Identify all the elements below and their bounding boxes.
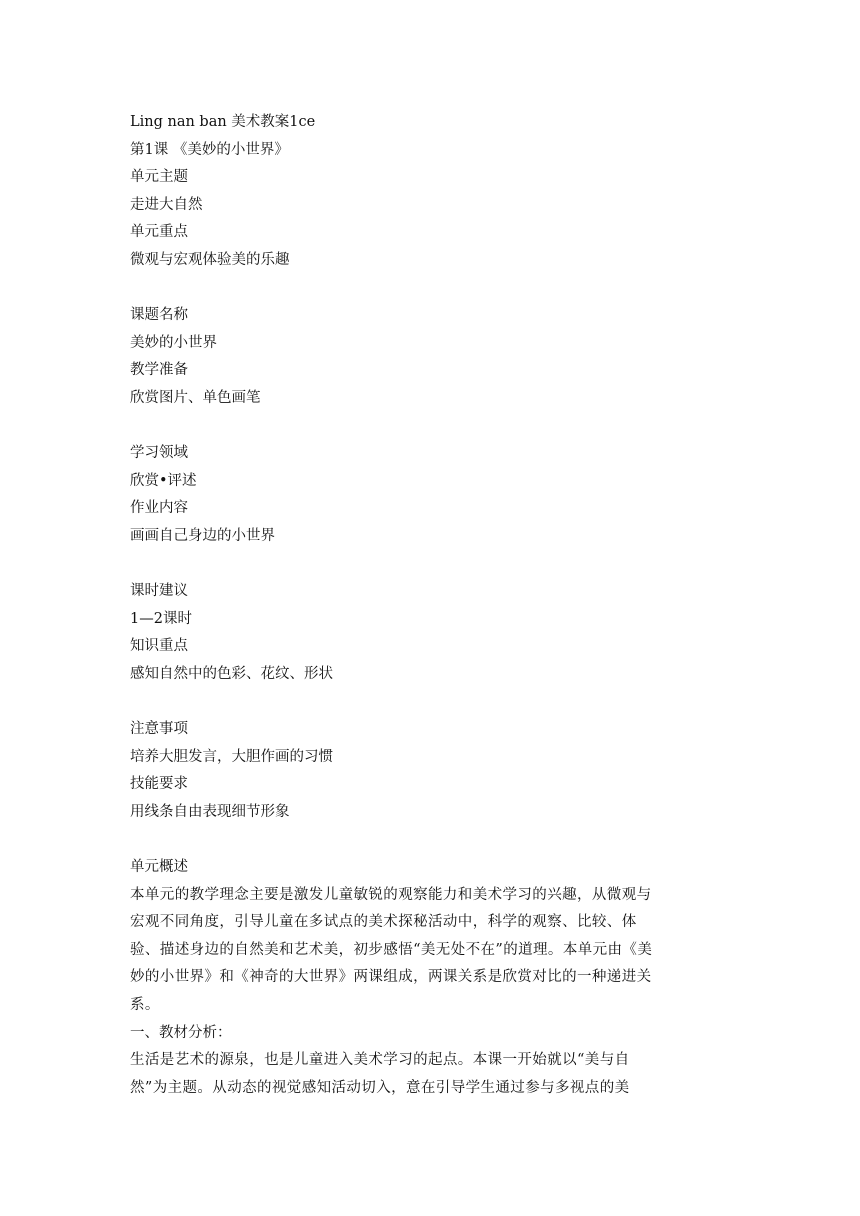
spacer xyxy=(130,275,660,303)
spacer xyxy=(130,826,660,854)
spacer xyxy=(130,413,660,441)
overview-paragraph: 本单元的教学理念主要是激发儿童敏锐的观察能力和美术学习的兴趣，从微观与宏观不同角度，引导儿童在多试点的美术探秘活动中，科学的观察、比较、体验、描述身边的自然美和艺术美，初步感悟“美无处不在”的道理。本单元由《美妙的小世界》和《神奇的大世界》两课组成，两课关系是欣赏对比的一种递进关系。 xyxy=(130,886,653,1013)
topic-value: 美妙的小世界 xyxy=(130,334,217,351)
domain-value: 欣赏•评述 xyxy=(130,472,197,489)
homework-value: 画画自己身边的小世界 xyxy=(130,527,275,544)
unit-focus-label: 单元重点 xyxy=(130,224,188,241)
prep-label: 教学准备 xyxy=(130,362,188,379)
overview-label: 单元概述 xyxy=(130,859,188,876)
hours-value: 1—2课时 xyxy=(130,610,192,627)
knowledge-value: 感知自然中的色彩、花纹、形状 xyxy=(130,665,333,682)
homework-label: 作业内容 xyxy=(130,500,188,517)
domain-label: 学习领域 xyxy=(130,445,188,462)
unit-theme-label: 单元主题 xyxy=(130,169,188,186)
spacer xyxy=(130,551,660,579)
unit-theme-value: 走进大自然 xyxy=(130,196,203,213)
spacer xyxy=(130,688,660,716)
notes-value: 培养大胆发言，大胆作画的习惯 xyxy=(130,748,333,765)
hours-label: 课时建议 xyxy=(130,583,188,600)
prep-value: 欣赏图片、单色画笔 xyxy=(130,389,261,406)
lesson-title: 第1课 《美妙的小世界》 xyxy=(130,141,289,158)
analysis-heading: 一、教材分析： xyxy=(130,1024,232,1041)
skills-label: 技能要求 xyxy=(130,776,188,793)
skills-value: 用线条自由表现细节形象 xyxy=(130,803,290,820)
document-header: Ling nan ban 美术教案1ce xyxy=(130,114,316,130)
unit-focus-value: 微观与宏观体验美的乐趣 xyxy=(130,251,290,268)
document-body xyxy=(130,109,660,1102)
topic-label: 课题名称 xyxy=(130,307,188,324)
notes-label: 注意事项 xyxy=(130,721,188,738)
knowledge-label: 知识重点 xyxy=(130,638,188,655)
analysis-paragraph: 生活是艺术的源泉，也是儿童进入美术学习的起点。本课一开始就以“美与自然”为主题。从动态的视觉感知活动切入，意在引导学生通过参与多视点的美 xyxy=(130,1052,630,1096)
